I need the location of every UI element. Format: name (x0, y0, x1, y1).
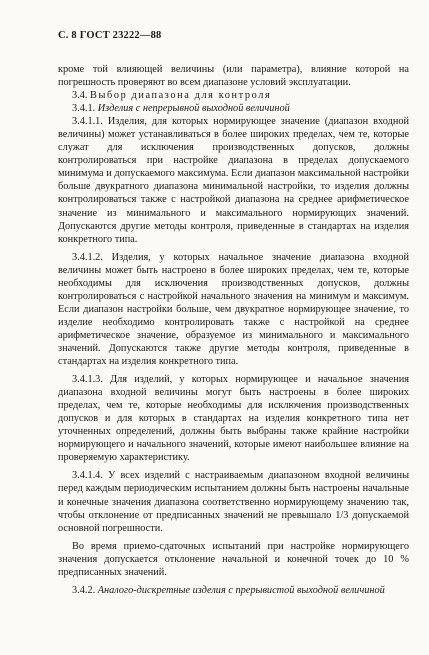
section-3-4-heading (58, 89, 409, 102)
paragraph-3-4-1-4-text: 3.4.1.4. У всех изделий с настраиваемым диапазоном входной величины перед каждым периодическим испытанием должны быть настроены начальные и конечные значения диапазона соответственно нормирующему значению так, чтобы отклонение от предписанных значений не превышало (58, 470, 409, 521)
paragraph-acceptance-tests: Во время приемо-сдаточных испытаний при настройке нормирующего значения допускается отклонение начальной и конечной точек до 10 % предписанных значений. (58, 540, 409, 578)
paragraph-3-4-1-4 (58, 469, 409, 534)
paragraph-3-4-1-1: 3.4.1.1. Изделия, для которых нормирующее значение (диапазон входной величины) может устанавливаться в более широких пределах, чем те, которые служат для исключения производственных допусков, должны контролироваться при настройке диапазона в пределах допускаемого минимума и допускаемого максимума. Если диапазон максимальной настройки больше двукратного диапазона минимальной настройки, то изделия должны контролироваться также с настройкой диапазона на среднее арифметическое значение из минимального и максимального нормирующих значений. Допускаются другие методы контроля, приведенные в стандартах на изделия конкретного типа. (58, 116, 409, 245)
section-3-4-2-heading (58, 584, 409, 597)
section-3-4-number: 3.4. (72, 90, 88, 102)
section-3-4-1-title: Изделия с непрерывной выходной величиной (97, 103, 290, 115)
section-3-4-title: Выбор диапазона для контроля (90, 90, 272, 102)
section-3-4-2-title: Аналого-дискретные изделия с прерывистой выходной величиной (97, 584, 385, 596)
intro-paragraph: кроме той влияющей величины (или параметра), влияние которой на погрешность проверяют во всем диапазоне условий эксплуатации. (58, 64, 409, 89)
paragraph-3-4-1-2: 3.4.1.2. Изделия, у которых начальное значение диапазона входной величины может быть настроено в более широких пределах, чем те, которые необходимы для исключения производственных допусков, должны контролироваться с настройкой начального значения на минимум и максимум. Если диапазон настройки больше, чем двукратное нормирующее значение, то изделие необходимо контролировать также с настройкой на среднее арифметическое значение, образуемое из минимального и максимального значений. Допускаются также другие методы контроля, приведенные в стандартах на изделия конкретного типа. (58, 251, 409, 368)
document-body (58, 63, 409, 597)
section-3-4-1-number: 3.4.1. (72, 103, 96, 115)
paragraph-3-4-1-3: 3.4.1.3. Для изделий, у которых нормирующее и начальное значения диапазона входной величины могут быть настроены в более широких пределах, чем те, которые необходимы для исключения производственных допусков и для которых в стандартах на изделия конкретного типа нет уточненных определений, должны быть выбраны также крайние настройки нормирующего и начального значений, которые имеют наибольшее влияние на проверяемую характеристику. (58, 374, 409, 464)
page-header: С. 8 ГОСТ 23222—88 (58, 30, 162, 41)
section-3-4-2-number: 3.4.2. (72, 584, 96, 596)
fraction-one-third: 1/3 (335, 509, 349, 521)
paragraph-3-4-1-4-end: допускаемой основной погрешности. (58, 509, 409, 534)
section-3-4-1-heading (58, 102, 409, 115)
